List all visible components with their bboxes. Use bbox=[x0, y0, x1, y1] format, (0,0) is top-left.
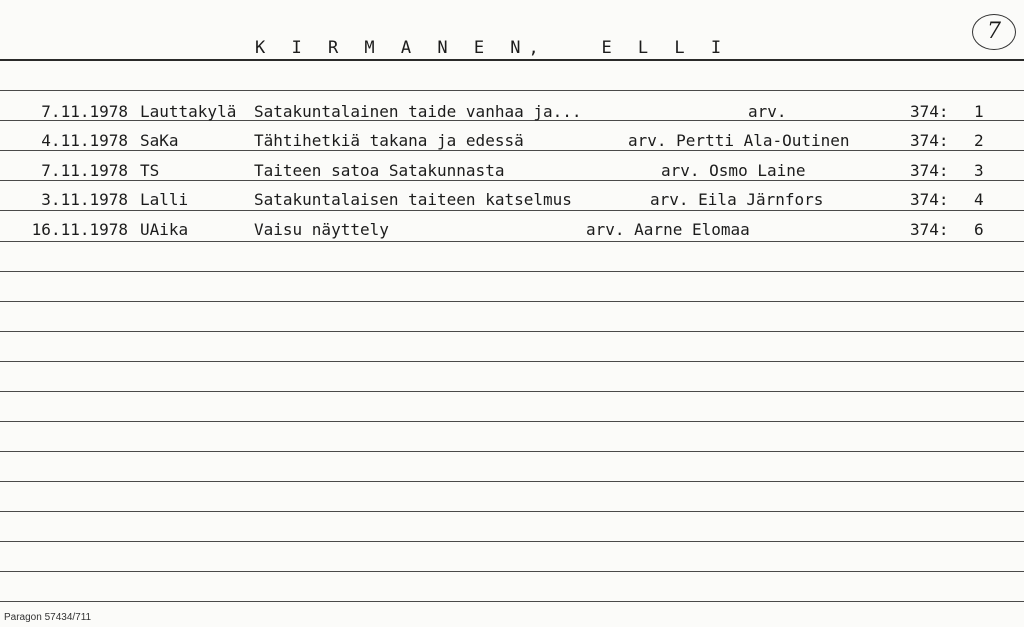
card-footer: Paragon 57434/711 bbox=[4, 612, 92, 623]
entry-row bbox=[0, 188, 1024, 212]
entry-row bbox=[0, 129, 1024, 153]
ruled-line bbox=[0, 331, 1024, 332]
entry-reviewer: arv. bbox=[748, 102, 787, 121]
entry-index: 1 bbox=[974, 102, 984, 121]
ruled-line bbox=[0, 541, 1024, 542]
ruled-line bbox=[0, 391, 1024, 392]
entry-number: 374: bbox=[910, 102, 949, 121]
entry-title: Satakuntalainen taide vanhaa ja... bbox=[254, 102, 582, 121]
entry-source: Lalli bbox=[140, 190, 189, 209]
ruled-line bbox=[0, 571, 1024, 572]
entry-title: Satakuntalaisen taiteen katselmus bbox=[254, 190, 572, 209]
entry-source: TS bbox=[140, 161, 160, 180]
entry-reviewer: arv. Aarne Elomaa bbox=[586, 220, 750, 239]
ruled-line bbox=[0, 271, 1024, 272]
card-heading: K I R M A N E N, E L L I bbox=[255, 38, 730, 58]
ruled-line bbox=[0, 451, 1024, 452]
entry-number: 374: bbox=[910, 131, 949, 150]
entry-title: Taiteen satoa Satakunnasta bbox=[254, 161, 505, 180]
entry-index: 2 bbox=[974, 131, 984, 150]
entry-source: SaKa bbox=[140, 131, 179, 150]
entry-date: 16.11.1978 bbox=[31, 220, 128, 239]
entry-row bbox=[0, 100, 1024, 124]
heading-rule bbox=[0, 59, 1024, 61]
ruled-line bbox=[0, 601, 1024, 602]
entry-row bbox=[0, 218, 1024, 242]
ruled-line bbox=[0, 421, 1024, 422]
entry-reviewer: arv. Eila Järnfors bbox=[650, 190, 824, 209]
entry-date: 7.11.1978 bbox=[41, 161, 128, 180]
corner-number-mark: 7 bbox=[972, 14, 1016, 50]
entry-number: 374: bbox=[910, 220, 949, 239]
ruled-line bbox=[0, 361, 1024, 362]
entry-index: 4 bbox=[974, 190, 984, 209]
entry-reviewer: arv. Pertti Ala-Outinen bbox=[628, 131, 850, 150]
entry-date: 3.11.1978 bbox=[41, 190, 128, 209]
ruled-line bbox=[0, 301, 1024, 302]
entry-source: UAika bbox=[140, 220, 189, 239]
entry-number: 374: bbox=[910, 190, 949, 209]
ruled-line bbox=[0, 90, 1024, 91]
entry-number: 374: bbox=[910, 161, 949, 180]
entry-reviewer: arv. Osmo Laine bbox=[661, 161, 806, 180]
ruled-line bbox=[0, 481, 1024, 482]
entry-source: Lauttakylä bbox=[140, 102, 237, 121]
ruled-line bbox=[0, 511, 1024, 512]
entry-date: 4.11.1978 bbox=[41, 131, 128, 150]
entry-index: 3 bbox=[974, 161, 984, 180]
entry-title: Vaisu näyttely bbox=[254, 220, 389, 239]
entry-row bbox=[0, 159, 1024, 183]
entry-date: 7.11.1978 bbox=[41, 102, 128, 121]
entry-index: 6 bbox=[974, 220, 984, 239]
entry-title: Tähtihetkiä takana ja edessä bbox=[254, 131, 524, 150]
